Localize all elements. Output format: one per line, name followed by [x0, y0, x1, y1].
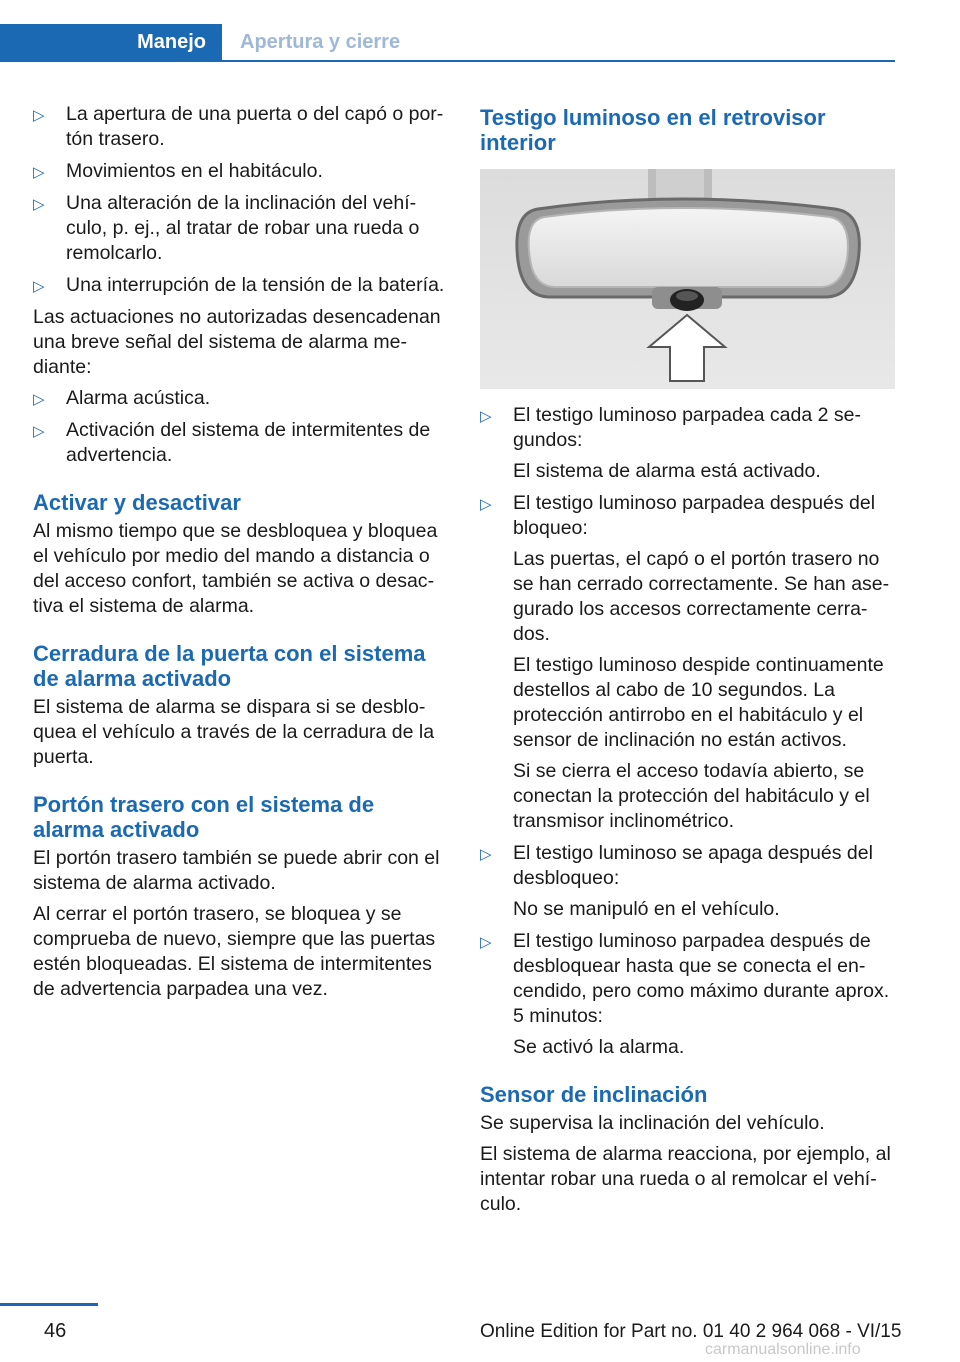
left-column: [33, 102, 448, 1008]
list-item: ▷ La apertura de una puerta o del capó o portón trasero.: [33, 103, 444, 150]
triangle-right-icon: ▷: [33, 196, 45, 213]
list-item: ▷ Una alteración de la inclinación del vehículo, p. ej., al tratar de robar una rueda o remolcarlo.: [33, 192, 420, 264]
list-item: ▷ Una interrupción de la tensión de la batería.: [33, 273, 448, 298]
heading-activar: Activar y desactivar: [33, 490, 241, 515]
paragraph: El sistema de alarma reacciona, por ejemplo, al intentar robar una rueda o al remolcar el vehículo.: [480, 1143, 891, 1215]
header-rule: [0, 60, 895, 62]
list-item: ▷ El testigo luminoso se apaga después del desbloqueo: No se manipuló en el vehículo.: [480, 842, 873, 920]
right-column: [480, 102, 895, 1223]
section-tab-active: [0, 24, 222, 60]
triangle-right-icon: ▷: [480, 408, 492, 425]
indicator-list: [480, 403, 895, 1060]
list-item: ▷ El testigo luminoso parpadea después del bloqueo: Las puertas, el capó o el portón trasero no se han cerrado correctamente. Se han asegurado los accesos correctamente cerrados. El testigo luminoso despide continuamente destellos al cabo de 10 segundos. La protección antirrobo en el habitáculo y el sensor de inclinación no están activos. Si se cierra el acceso todavía abierto, se conectan la protección del habitáculo y el transmisor inclinométrico.: [480, 492, 890, 832]
paragraph: Las actuaciones no autorizadas desencadenan una breve señal del sistema de alarma mediante:: [33, 306, 441, 378]
triangle-right-icon: ▷: [33, 278, 45, 295]
footer-rule: [0, 1303, 98, 1306]
list-item: ▷ Alarma acústica.: [33, 386, 448, 411]
triangle-right-icon: ▷: [33, 391, 45, 408]
paragraph: Se supervisa la inclinación del vehículo.: [480, 1112, 825, 1134]
list-item: ▷ Movimientos en el habitáculo.: [33, 159, 448, 184]
chapter-tab: Apertura y cierre: [240, 31, 401, 53]
section-tab-label: Manejo: [137, 31, 206, 53]
rearview-mirror-figure: [480, 169, 895, 389]
list-item: ▷ El testigo luminoso parpadea después de desbloquear hasta que se conecta el encendido, pero como máximo durante aprox. 5 minutos: Se activó la alarma.: [480, 930, 890, 1058]
alarm-signal-list: [33, 386, 448, 468]
triangle-right-icon: ▷: [480, 934, 492, 951]
trigger-list: [33, 102, 448, 298]
triangle-right-icon: ▷: [480, 846, 492, 863]
heading-sensor: Sensor de inclinación: [480, 1082, 708, 1107]
triangle-right-icon: ▷: [33, 164, 45, 181]
page-header: [0, 0, 960, 62]
triangle-right-icon: ▷: [33, 423, 45, 440]
heading-porton: Portón trasero con el sistema de alarma activado: [33, 792, 375, 842]
paragraph: El sistema de alarma se dispara si se desbloquea el vehículo a través de la cerradura de la puerta.: [33, 696, 435, 768]
paragraph: El portón trasero también se puede abrir con el sistema de alarma activado.: [33, 847, 440, 894]
list-item: ▷ El testigo luminoso parpadea cada 2 segundos: El sistema de alarma está activado.: [480, 404, 861, 482]
rearview-mirror-illustration: [480, 169, 895, 389]
edition-text: Online Edition for Part no. 01 40 2 964 068 - VI/15: [480, 1321, 902, 1342]
page-number: 46: [44, 1320, 67, 1342]
heading-cerradura: Cerradura de la puerta con el sistema de alarma activado: [33, 641, 426, 691]
paragraph: Al cerrar el portón trasero, se bloquea y se comprueba de nuevo, siempre que las puertas estén bloqueadas. El sistema de intermitentes de advertencia parpadea una vez.: [33, 903, 436, 1000]
triangle-right-icon: ▷: [480, 496, 492, 513]
heading-testigo: Testigo luminoso en el retrovisor interior: [480, 105, 826, 155]
paragraph: Al mismo tiempo que se desbloquea y bloquea el vehículo por medio del mando a distancia o del acceso confort, también se activa o desactiva el sistema de alarma.: [33, 520, 438, 617]
triangle-right-icon: ▷: [33, 107, 45, 124]
watermark: carmanualsonline.info: [705, 1341, 861, 1358]
list-item: ▷ Activación del sistema de intermitentes de advertencia.: [33, 419, 431, 466]
